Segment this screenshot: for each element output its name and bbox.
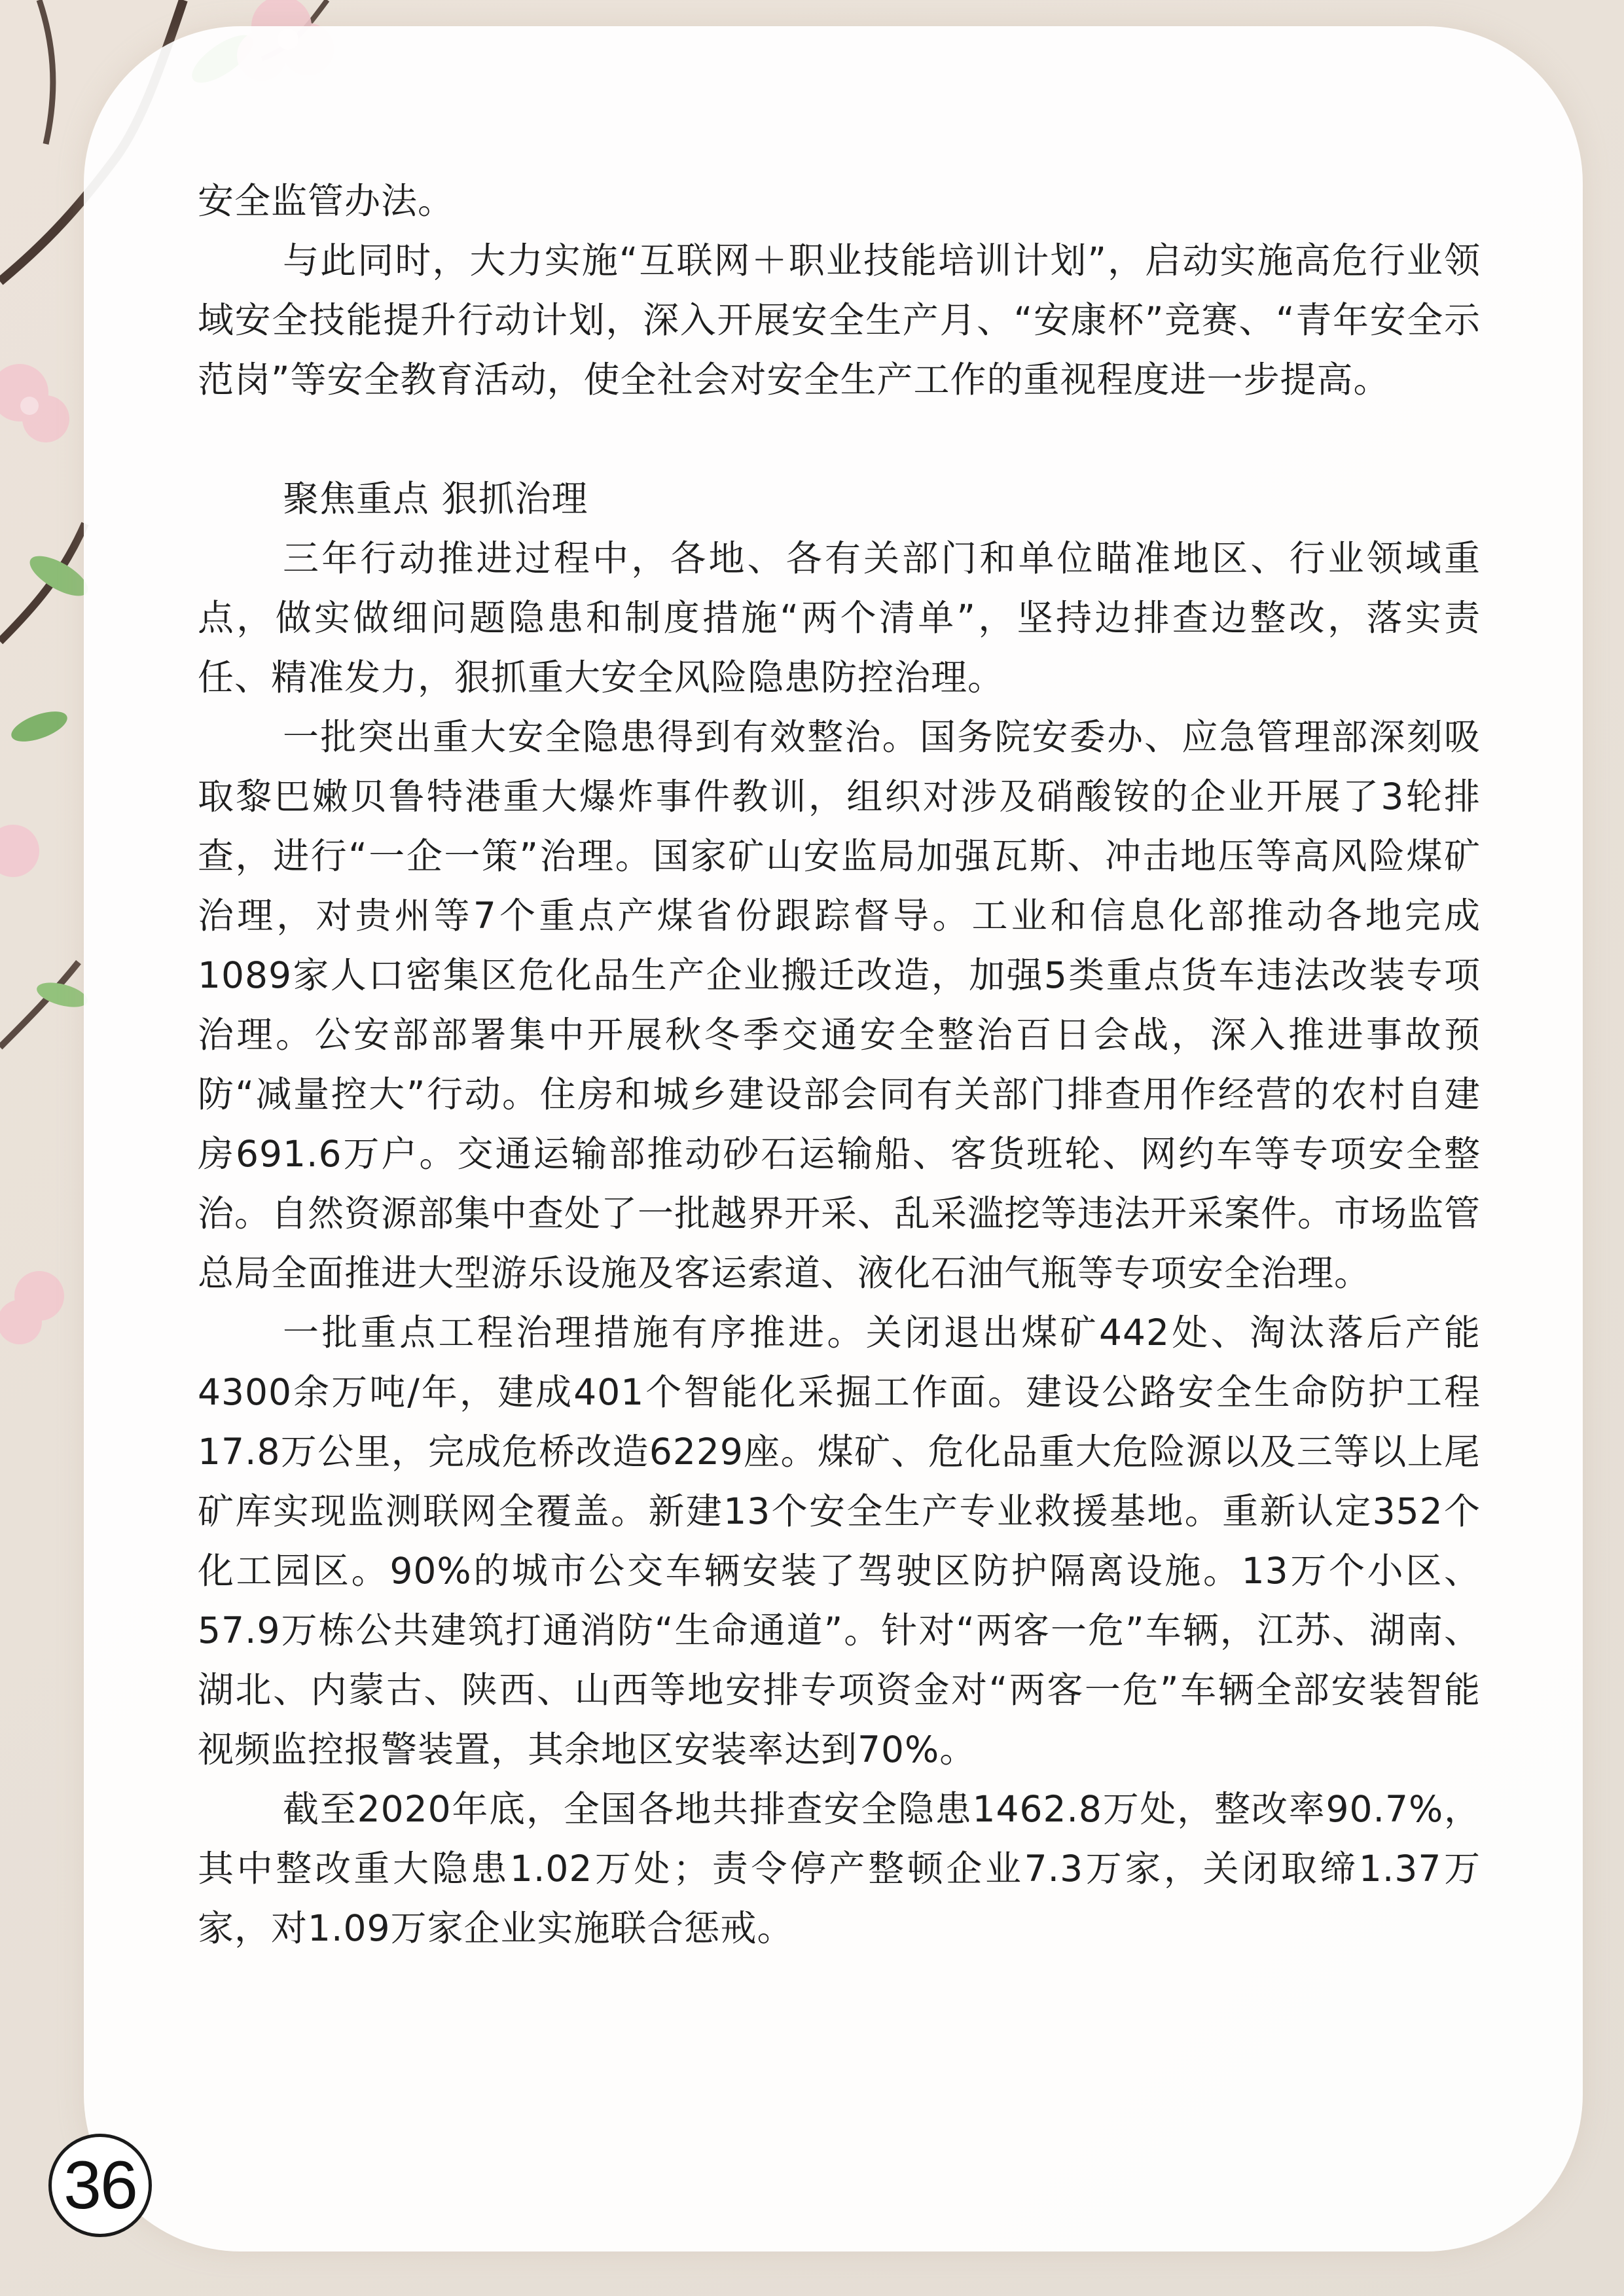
article-body	[198, 171, 1481, 1958]
paragraph: 一批突出重大安全隐患得到有效整治。国务院安委办、应急管理部深刻吸取黎巴嫩贝鲁特港重大爆炸事件教训，组织对涉及硝酸铵的企业开展了3轮排查，进行“一企一策”治理。国家矿山安监局加强瓦斯、冲击地压等高风险煤矿治理，对贵州等7个重点产煤省份跟踪督导。工业和信息化部推动各地完成1089家人口密集区危化品生产企业搬迁改造，加强5类重点货车违法改装专项治理。公安部部署集中开展秋冬季交通安全整治百日会战，深入推进事故预防“减量控大”行动。住房和城乡建设部会同有关部门排查用作经营的农村自建房691.6万户。交通运输部推动砂石运输船、客货班轮、网约车等专项安全整治。自然资源部集中查处了一批越界开采、乱采滥挖等违法开采案件。市场监管总局全面推进大型游乐设施及客运索道、液化石油气瓶等专项安全治理。	[198, 716, 1481, 1294]
page-number: 36	[48, 2134, 152, 2237]
section-heading: 聚焦重点 狠抓治理	[283, 478, 588, 520]
paragraph-continuation: 安全监管办法。	[198, 180, 455, 222]
paragraph: 截至2020年底，全国各地共排查安全隐患1462.8万处，整改率90.7%，其中整改重大隐患1.02万处；责令停产整顿企业7.3万家，关闭取缔1.37万家，对1.09万家企业实施联合惩戒。	[198, 1788, 1481, 1949]
paragraph: 一批重点工程治理措施有序推进。关闭退出煤矿442处、淘汰落后产能4300余万吨/年，建成401个智能化采掘工作面。建设公路安全生命防护工程17.8万公里，完成危桥改造6229座。煤矿、危化品重大危险源以及三等以上尾矿库实现监测联网全覆盖。新建13个安全生产专业救援基地。重新认定352个化工园区。90%的城市公交车辆安装了驾驶区防护隔离设施。13万个小区、57.9万栋公共建筑打通消防“生命通道”。针对“两客一危”车辆，江苏、湖南、湖北、内蒙古、陕西、山西等地安排专项资金对“两客一危”车辆全部安装智能视频监控报警装置，其余地区安装率达到70%。	[198, 1312, 1481, 1770]
paragraph: 与此同时，大力实施“互联网＋职业技能培训计划”，启动实施高危行业领域安全技能提升行动计划，深入开展安全生产月、“安康杯”竞赛、“青年安全示范岗”等安全教育活动，使全社会对安全生产工作的重视程度进一步提高。	[198, 240, 1481, 401]
paragraph: 三年行动推进过程中，各地、各有关部门和单位瞄准地区、行业领域重点，做实做细问题隐患和制度措施“两个清单”，坚持边排查边整改，落实责任、精准发力，狠抓重大安全风险隐患防控治理。	[198, 537, 1481, 698]
